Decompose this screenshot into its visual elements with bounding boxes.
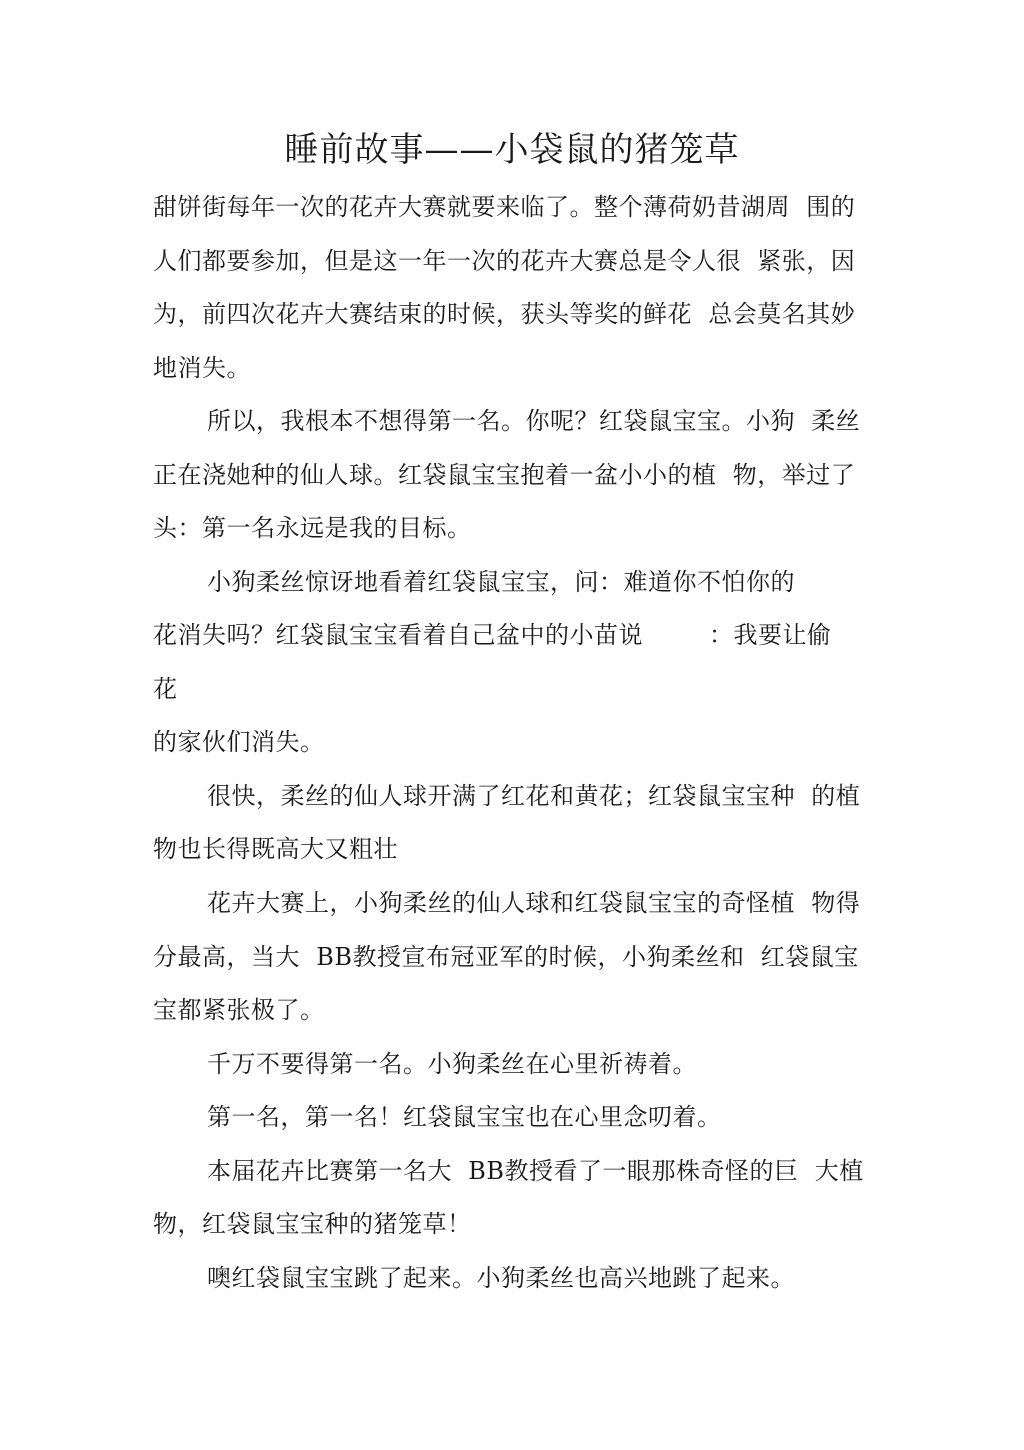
text-line: 人们都要参加，但是这一年一次的花卉大赛总是令人很 紧张，因 <box>153 247 856 275</box>
text-line: 宝都紧张极了。 <box>153 996 325 1024</box>
text-line: 花 <box>153 675 178 703</box>
text-line: 的家伙们消失。 <box>153 728 325 756</box>
text-line: 所以，我根本不想得第一名。你呢？红袋鼠宝宝。小狗 柔丝 <box>207 407 861 435</box>
text-line: 第一名，第一名！红袋鼠宝宝也在心里念叨着。 <box>207 1103 722 1131</box>
text-line: 花卉大赛上，小狗柔丝的仙人球和红袋鼠宝宝的奇怪植 物得 <box>207 889 861 917</box>
text-line: 千万不要得第一名。小狗柔丝在心里祈祷着。 <box>207 1050 697 1078</box>
text-line: 为，前四次花卉大赛结束的时候，获头等奖的鲜花 总会莫名其妙 <box>153 300 856 328</box>
text-line: 地消失。 <box>153 354 251 382</box>
text-line: 分最高，当大 BB教授宣布冠亚军的时候，小狗柔丝和 红袋鼠宝 <box>153 943 859 971</box>
text-line: 甜饼街每年一次的花卉大赛就要来临了。整个薄荷奶昔湖周 围的 <box>153 193 856 221</box>
text-line: 正在浇她种的仙人球。红袋鼠宝宝抱着一盆小小的植 物，举过了 <box>153 461 856 489</box>
text-line: 头：第一名永远是我的目标。 <box>153 514 472 542</box>
text-line: ：我要让偷 <box>709 621 832 649</box>
text-line: 噢红袋鼠宝宝跳了起来。小狗柔丝也高兴地跳了起来。 <box>207 1264 795 1292</box>
text-line: 花消失吗？红袋鼠宝宝看着自己盆中的小苗说 <box>153 621 643 649</box>
text-line: 很快，柔丝的仙人球开满了红花和黄花；红袋鼠宝宝种 的植 <box>207 782 861 810</box>
text-line: 本届花卉比赛第一名大 BB教授看了一眼那株奇怪的巨 大植 <box>207 1157 864 1185</box>
text-line: 小狗柔丝惊讶地看着红袋鼠宝宝，问：难道你不怕你的 <box>207 568 795 596</box>
story-title: 睡前故事——小袋鼠的猪笼草 <box>284 130 740 170</box>
text-line: 物也长得既高大又粗壮 <box>153 835 398 863</box>
text-line: 物，红袋鼠宝宝种的猪笼草！ <box>153 1210 472 1238</box>
